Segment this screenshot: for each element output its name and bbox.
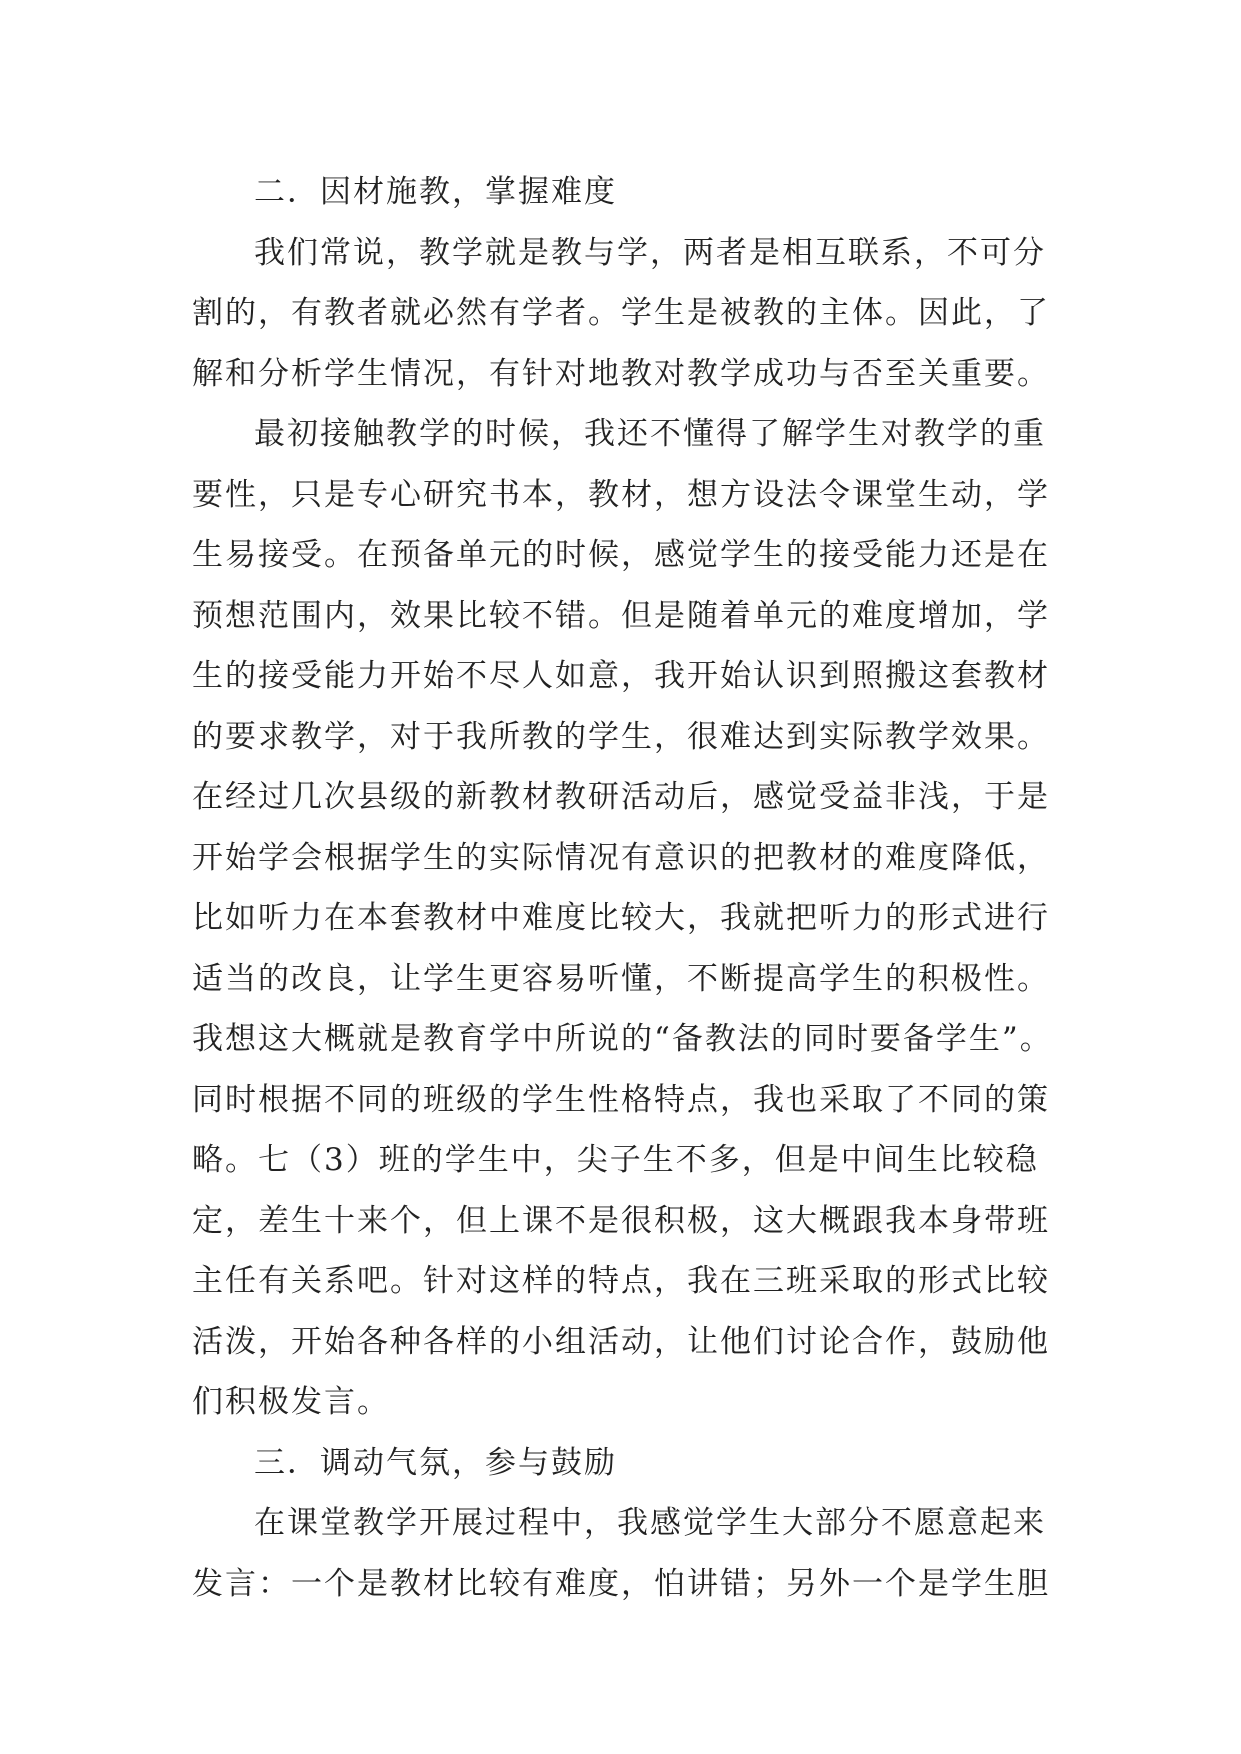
paragraph-line: 生易接受。在预备单元的时候，感觉学生的接受能力还是在 (192, 537, 1050, 573)
paragraph-line: 比如听力在本套教材中难度比较大，我就把听力的形式进行 (192, 900, 1050, 936)
paragraph-line: 适当的改良，让学生更容易听懂，不断提高学生的积极性。 (192, 960, 1050, 997)
paragraph-line: 同时根据不同的班级的学生性格特点，我也采取了不同的策 (192, 1081, 1050, 1118)
paragraph-line: 我们常说，教学就是教与学，两者是相互联系，不可分 (254, 234, 1046, 271)
document-body (192, 162, 1072, 1614)
paragraph-line: 最初接触教学的时候，我还不懂得了解学生对教学的重 (254, 416, 1046, 452)
paragraph-line: 在课堂教学开展过程中，我感觉学生大部分不愿意起来 (254, 1505, 1046, 1541)
paragraph-line: 略。七（3）班的学生中，尖子生不多，但是中间生比较稳 (192, 1142, 1039, 1178)
paragraph-line: 解和分析学生情况，有针对地教对教学成功与否至关重要。 (192, 355, 1050, 392)
paragraph-line: 们积极发言。 (192, 1384, 390, 1420)
section-heading: 二．因材施教，掌握难度 (254, 174, 617, 210)
paragraph-line: 预想范围内，效果比较不错。但是随着单元的难度增加，学 (192, 597, 1050, 634)
paragraph-line: 发言：一个是教材比较有难度，怕讲错；另外一个是学生胆 (192, 1565, 1050, 1602)
paragraph-line: 在经过几次县级的新教材教研活动后，感觉受益非浅，于是 (192, 779, 1050, 815)
paragraph-line: 我想这大概就是教育学中所说的“备教法的同时要备学生”。 (192, 1021, 1053, 1057)
paragraph-line: 割的，有教者就必然有学者。学生是被教的主体。因此，了 (192, 295, 1050, 331)
paragraph-line: 要性，只是专心研究书本，教材，想方设法令课堂生动，学 (192, 476, 1050, 513)
paragraph-line: 生的接受能力开始不尽人如意，我开始认识到照搬这套教材 (192, 658, 1050, 694)
section-heading: 三．调动气氛，参与鼓励 (254, 1444, 617, 1481)
paragraph-line: 的要求教学，对于我所教的学生，很难达到实际教学效果。 (192, 718, 1050, 755)
paragraph-line: 开始学会根据学生的实际情况有意识的把教材的难度降低， (192, 839, 1050, 876)
paragraph-line: 定，差生十来个，但上课不是很积极，这大概跟我本身带班 (192, 1202, 1050, 1239)
paragraph-line: 活泼，开始各种各样的小组活动，让他们讨论合作，鼓励他 (192, 1323, 1050, 1360)
paragraph-line: 主任有关系吧。针对这样的特点，我在三班采取的形式比较 (192, 1263, 1050, 1299)
